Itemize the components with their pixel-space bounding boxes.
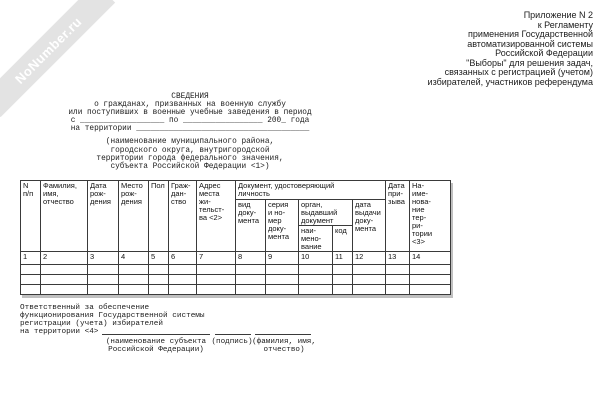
table-row	[21, 285, 451, 295]
column-number: 4	[119, 252, 149, 265]
col-header-number: N п/п	[21, 181, 41, 252]
empty-cell	[266, 275, 299, 285]
empty-cell	[299, 275, 333, 285]
empty-cell	[386, 275, 410, 285]
empty-cell	[21, 285, 41, 295]
col-header-issuing-org: орган, выдавший документ	[299, 200, 353, 226]
appendix-line: связанных с регистрацией (учетом)	[444, 67, 593, 77]
column-number: 3	[88, 252, 119, 265]
empty-cell	[88, 265, 119, 275]
empty-cell	[21, 265, 41, 275]
empty-cell	[21, 275, 41, 285]
title-line: о гражданах, призванных на военную службу	[94, 101, 286, 110]
col-header-address: Адрес места жи- тельст- ва <2>	[197, 181, 236, 252]
col-header-name: Фамилия, имя, отчество	[41, 181, 88, 252]
empty-cell	[197, 265, 236, 275]
table-row	[21, 275, 451, 285]
caption-subject: (наименование субъекта Российской Федерации)	[105, 338, 207, 354]
empty-cell	[353, 265, 386, 275]
empty-cell	[119, 265, 149, 275]
caption-name: (фамилия, имя, отчество)	[252, 338, 316, 354]
empty-cell	[119, 285, 149, 295]
column-number: 10	[299, 252, 333, 265]
empty-cell	[169, 275, 197, 285]
period-line: с __________________ по _________________ 200_ года	[70, 117, 310, 126]
empty-cell	[88, 275, 119, 285]
column-number: 8	[236, 252, 266, 265]
signature-line-signature	[215, 327, 251, 335]
appendix-line: Приложение N 2	[523, 10, 593, 20]
empty-cell	[266, 265, 299, 275]
empty-cell	[149, 285, 169, 295]
col-header-issue-date: дата выдачи доку- мента	[353, 200, 386, 252]
empty-cell	[410, 285, 451, 295]
caption-signature: (подпись)	[211, 338, 253, 346]
empty-cell	[386, 265, 410, 275]
empty-cell	[41, 285, 88, 295]
empty-cell	[169, 265, 197, 275]
appendix-line: "Выборы" для решения задач,	[466, 57, 593, 68]
column-number: 7	[197, 252, 236, 265]
col-header-citizenship: Граж- дан- ство	[169, 181, 197, 252]
column-number: 6	[169, 252, 197, 265]
appendix-block	[428, 11, 593, 87]
appendix-line: к Регламенту	[537, 19, 593, 30]
column-number: 9	[266, 252, 299, 265]
empty-cell	[299, 265, 333, 275]
table-row	[21, 265, 451, 275]
col-header-org-code: код	[333, 226, 353, 252]
empty-cell	[197, 275, 236, 285]
col-header-territory: На- име- нова- ние тер- ри- тории <3>	[410, 181, 451, 252]
appendix-line: применения Государственной	[468, 29, 593, 39]
citizens-table	[20, 180, 451, 295]
empty-cell	[266, 285, 299, 295]
appendix-line: избирателей, участников референдума	[427, 76, 593, 87]
signature-line-subject	[102, 327, 210, 335]
column-number: 12	[353, 252, 386, 265]
territory-line: на территории _____________________________________	[70, 125, 310, 134]
empty-cell	[41, 275, 88, 285]
appendix-line: Российской Федерации	[495, 48, 593, 58]
col-header-birth-date: Дата рож- дения	[88, 181, 119, 252]
document-title: СВЕДЕНИЯ	[171, 93, 209, 101]
col-header-call-date: Дата при- зыва	[386, 181, 410, 252]
col-header-doc-type: вид доку- мента	[236, 200, 266, 252]
empty-cell	[333, 265, 353, 275]
column-number: 11	[333, 252, 353, 265]
empty-cell	[149, 265, 169, 275]
responsible-block: Ответственный за обеспечение функционирования Государственной системы регистрации (учета) избирателей на территории <4>	[20, 304, 205, 336]
empty-cell	[333, 285, 353, 295]
empty-cell	[353, 285, 386, 295]
empty-cell	[119, 275, 149, 285]
empty-cell	[299, 285, 333, 295]
title-block	[10, 93, 370, 171]
col-header-document-group: Документ, удостоверяющий личность	[236, 181, 386, 200]
col-header-birth-place: Место рож- дения	[119, 181, 149, 252]
col-header-doc-series: серия и но- мер доку- мента	[266, 200, 299, 252]
empty-cell	[169, 285, 197, 295]
empty-cell	[149, 275, 169, 285]
col-header-org-name: наи- мено- вание	[299, 226, 333, 252]
empty-cell	[410, 275, 451, 285]
empty-cell	[386, 285, 410, 295]
col-header-sex: Пол	[149, 181, 169, 252]
column-number: 14	[410, 252, 451, 265]
empty-cell	[333, 275, 353, 285]
watermark-text: NoNumber.ru	[11, 13, 85, 87]
empty-cell	[236, 285, 266, 295]
column-number: 1	[21, 252, 41, 265]
column-number: 13	[386, 252, 410, 265]
empty-cell	[353, 275, 386, 285]
empty-cell	[88, 285, 119, 295]
appendix-line: автоматизированной системы	[467, 38, 593, 49]
empty-cell	[41, 265, 88, 275]
empty-cell	[197, 285, 236, 295]
column-number: 2	[41, 252, 88, 265]
empty-cell	[236, 265, 266, 275]
column-number: 5	[149, 252, 169, 265]
column-numbers-row	[21, 252, 451, 265]
empty-cell	[410, 265, 451, 275]
empty-cell	[236, 275, 266, 285]
signature-line-name	[255, 327, 311, 335]
title-line: или поступивших в военные учебные заведения в период	[68, 109, 312, 118]
territory-note: (наименование муниципального района, городского округа, внутригородской территории города федерального значения, субъекта Российской Федерации <1>)	[96, 138, 284, 171]
